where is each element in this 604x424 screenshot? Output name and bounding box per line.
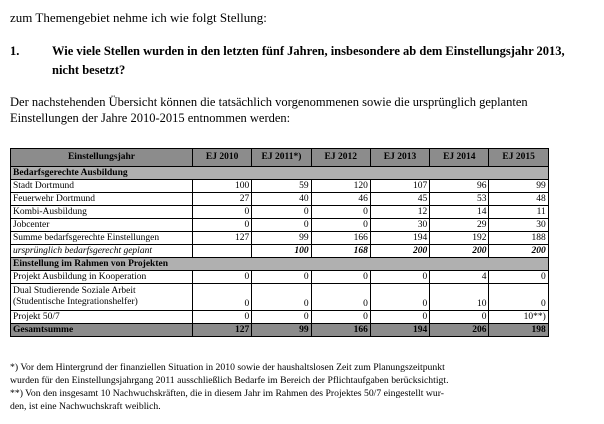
cell-value: 120 <box>311 180 370 193</box>
table-row <box>11 219 549 232</box>
cell-value: 0 <box>489 284 548 311</box>
table-row <box>11 271 549 284</box>
cell-value: 0 <box>193 284 252 311</box>
cell-value: 45 <box>370 193 429 206</box>
cell-value: 99 <box>252 232 311 245</box>
row-label-line: (Studentische Integrationshelfer) <box>13 297 138 307</box>
cell-value: 0 <box>252 271 311 284</box>
cell-value: 168 <box>311 245 370 258</box>
header-cell: EJ 2014 <box>430 149 489 167</box>
cell-value: 0 <box>370 311 429 324</box>
cell-value: 0 <box>311 284 370 311</box>
question-text: Wie viele Stellen wurden in den letzten fünf Jahren, insbesondere ab dem Einstellungsjahr 2013, nicht besetzt? <box>52 44 565 77</box>
table-header-row <box>11 149 549 167</box>
intro-paragraph: Der nachstehenden Übersicht können die tatsächlich vorgenommenen sowie die ursprünglich geplanten Einstellungen der Jahre 2010-2015 entnommen werden: <box>10 95 528 125</box>
header-cell: EJ 2011*) <box>252 149 311 167</box>
cell-value: 194 <box>370 324 429 337</box>
cell-value: 99 <box>489 180 548 193</box>
row-label: ursprünglich bedarfsgerecht geplant <box>11 245 193 258</box>
cell-value: 0 <box>430 311 489 324</box>
total-row <box>11 324 549 337</box>
cell-value: 200 <box>430 245 489 258</box>
cell-value: 188 <box>489 232 548 245</box>
plan-row <box>11 245 549 258</box>
cell-value: 0 <box>252 219 311 232</box>
cell-value: 0 <box>489 271 548 284</box>
row-label: Jobcenter <box>11 219 193 232</box>
cell-value: 198 <box>489 324 548 337</box>
cell-value: 0 <box>252 284 311 311</box>
cell-value: 127 <box>193 324 252 337</box>
cell-value: 0 <box>193 206 252 219</box>
cell-value: 29 <box>430 219 489 232</box>
table-row <box>11 232 549 245</box>
section-row-bedarfsgerecht <box>11 167 549 180</box>
section-label: Bedarfsgerechte Ausbildung <box>11 167 549 180</box>
intro-text: zum Themengebiet nehme ich wie folgt Stellung: <box>10 10 267 25</box>
cell-value: 0 <box>370 284 429 311</box>
row-label: Gesamtsumme <box>11 324 193 337</box>
cell-value: 100 <box>252 245 311 258</box>
row-label <box>11 284 193 311</box>
footnote-line: *) Vor dem Hintergrund der finanziellen Situation in 2010 sowie der haushaltslosen Zeit zum Planungszeitpunkt <box>10 362 445 373</box>
header-cell: EJ 2010 <box>193 149 252 167</box>
cell-value: 14 <box>430 206 489 219</box>
header-cell: EJ 2013 <box>370 149 429 167</box>
footnote-line: **) Von den insgesamt 10 Nachwuchskräften, die in diesem Jahr im Rahmen des Projektes 50/7 eingestellt wur- <box>10 388 444 399</box>
cell-value: 30 <box>489 219 548 232</box>
cell-value: 96 <box>430 180 489 193</box>
footnote-line: den, ist eine Nachwuchskraft weiblich. <box>10 401 161 412</box>
footnote-line: wurden für den Einstellungsjahrgang 2011 ausschließlich Bedarfe im Bereich der Pflichtaufgaben berücksichtigt. <box>10 375 449 386</box>
cell-value: 0 <box>311 271 370 284</box>
cell-value: 99 <box>252 324 311 337</box>
header-cell: EJ 2012 <box>311 149 370 167</box>
header-cell: Einstellungsjahr <box>11 149 193 167</box>
table-row <box>11 180 549 193</box>
cell-value: 127 <box>193 232 252 245</box>
cell-value: 0 <box>252 311 311 324</box>
cell-value: 46 <box>311 193 370 206</box>
row-label-line: Dual Studierende Soziale Arbeit <box>13 286 136 296</box>
section-row-projekte <box>11 258 549 271</box>
question-number: 1. <box>10 44 20 58</box>
header-cell: EJ 2015 <box>489 149 548 167</box>
table-row <box>11 206 549 219</box>
cell-value: 0 <box>193 271 252 284</box>
cell-value: 0 <box>193 311 252 324</box>
cell-value: 0 <box>252 206 311 219</box>
row-label: Projekt Ausbildung in Kooperation <box>11 271 193 284</box>
cell-value: 27 <box>193 193 252 206</box>
cell-value: 0 <box>311 206 370 219</box>
cell-value: 0 <box>193 219 252 232</box>
cell-value <box>193 245 252 258</box>
cell-value: 10**) <box>489 311 548 324</box>
cell-value: 11 <box>489 206 548 219</box>
cell-value: 100 <box>193 180 252 193</box>
cell-value: 166 <box>311 232 370 245</box>
cell-value: 200 <box>489 245 548 258</box>
cell-value: 59 <box>252 180 311 193</box>
hiring-table <box>10 148 549 337</box>
row-label: Kombi-Ausbildung <box>11 206 193 219</box>
cell-value: 0 <box>370 271 429 284</box>
row-label: Summe bedarfsgerechte Einstellungen <box>11 232 193 245</box>
table-row-dual-study <box>11 284 549 311</box>
cell-value: 166 <box>311 324 370 337</box>
cell-value: 0 <box>311 311 370 324</box>
row-label: Projekt 50/7 <box>11 311 193 324</box>
cell-value: 4 <box>430 271 489 284</box>
cell-value: 48 <box>489 193 548 206</box>
cell-value: 10 <box>430 284 489 311</box>
table-row <box>11 193 549 206</box>
cell-value: 30 <box>370 219 429 232</box>
cell-value: 107 <box>370 180 429 193</box>
table-row-project-50-7 <box>11 311 549 324</box>
cell-value: 0 <box>311 219 370 232</box>
cell-value: 192 <box>430 232 489 245</box>
cell-value: 200 <box>370 245 429 258</box>
row-label: Feuerwehr Dortmund <box>11 193 193 206</box>
section-label: Einstellung im Rahmen von Projekten <box>11 258 549 271</box>
footnotes <box>10 361 570 413</box>
cell-value: 40 <box>252 193 311 206</box>
cell-value: 12 <box>370 206 429 219</box>
cell-value: 194 <box>370 232 429 245</box>
cell-value: 53 <box>430 193 489 206</box>
row-label: Stadt Dortmund <box>11 180 193 193</box>
cell-value: 206 <box>430 324 489 337</box>
